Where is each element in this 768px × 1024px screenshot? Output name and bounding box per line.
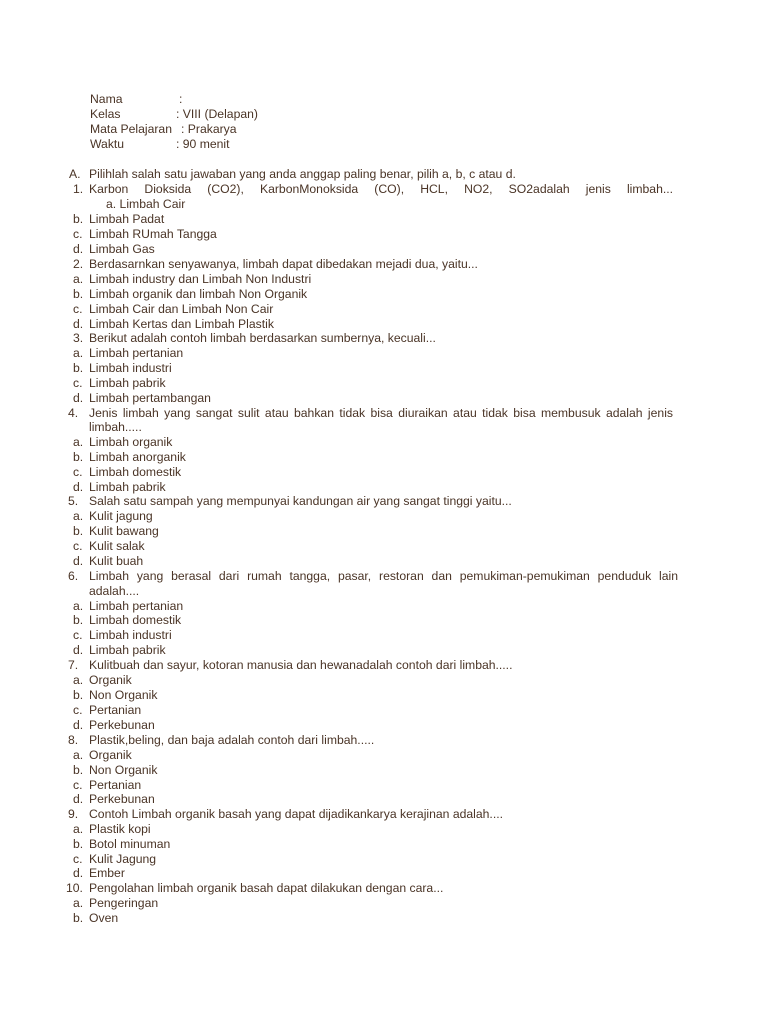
option-letter: c.: [73, 302, 83, 316]
option-letter: d.: [73, 866, 84, 880]
option-letter: d.: [73, 554, 84, 568]
option-text: Limbah domestik: [89, 613, 182, 627]
option-letter: b.: [73, 450, 84, 464]
option-text: Plastik kopi: [89, 822, 151, 836]
question-number: 3.: [73, 331, 84, 345]
option-letter: c.: [73, 703, 83, 717]
option-text: Limbah Cair dan Limbah Non Cair: [89, 302, 274, 316]
option-letter: d.: [73, 242, 84, 256]
option-letter: b.: [73, 688, 84, 702]
question-number: 2.: [73, 257, 84, 271]
question-number: 10.: [66, 881, 83, 895]
option-letter: a.: [73, 748, 84, 762]
option-letter: d.: [73, 792, 84, 806]
question-text: Berdasarnkan senyawanya, limbah dapat dibedakan mejadi dua, yaitu...: [89, 257, 478, 271]
option-letter: b.: [73, 837, 84, 851]
option-text: Limbah pertanian: [89, 599, 184, 613]
option-letter: d.: [73, 480, 84, 494]
option-letter: b.: [73, 524, 84, 538]
option-letter: b.: [73, 361, 84, 375]
option-letter: c.: [73, 376, 83, 390]
option-letter: d.: [73, 391, 84, 405]
option-letter: a.: [73, 346, 84, 360]
question-text: Salah satu sampah yang mempunyai kandungan air yang sangat tinggi yaitu...: [89, 494, 512, 508]
option-text: Limbah Padat: [89, 212, 165, 226]
option-text: Limbah pabrik: [89, 480, 166, 494]
question-text: Jenis limbah yang sangat sulit atau bahkan tidak bisa diuraikan atau tidak bisa membusuk adalah jenis: [89, 406, 673, 420]
option-text: Limbah organik: [89, 435, 173, 449]
option-letter: b.: [73, 613, 84, 627]
option-letter: b.: [73, 911, 84, 925]
option-letter: d.: [73, 643, 84, 657]
option-text: Limbah domestik: [89, 465, 182, 479]
section-instruction: Pilihlah salah satu jawaban yang anda anggap paling benar, pilih a, b, c atau d.: [89, 167, 516, 181]
option-text: Limbah anorganik: [89, 450, 186, 464]
question-text: Plastik,beling, dan baja adalah contoh dari limbah.....: [89, 733, 375, 747]
option-letter: d.: [73, 317, 84, 331]
option-letter: c.: [73, 852, 83, 866]
nama-label: Nama: [90, 92, 123, 106]
option-text: Kulit Jagung: [89, 852, 157, 866]
option-letter: b.: [73, 212, 84, 226]
option-text: Kulit bawang: [89, 524, 159, 538]
option-text: Kulit buah: [89, 554, 144, 568]
option-text: Perkebunan: [89, 718, 155, 732]
kelas-value: : VIII (Delapan): [176, 107, 258, 121]
question-text: Limbah yang berasal dari rumah tangga, pasar, restoran dan pemukiman-pemukiman penduduk lain: [89, 569, 678, 583]
option-letter: c.: [73, 465, 83, 479]
question-number: 8.: [68, 733, 79, 747]
option-text: Non Organik: [89, 763, 158, 777]
option-text: Non Organik: [89, 688, 158, 702]
option-text: Kulit jagung: [89, 509, 153, 523]
mapel-label: Mata Pelajaran: [90, 122, 172, 136]
option-text: Limbah Kertas dan Limbah Plastik: [89, 317, 274, 331]
question-number: 1.: [73, 182, 84, 196]
question-text: Contoh Limbah organik basah yang dapat dijadikankarya kerajinan adalah....: [89, 807, 503, 821]
waktu-value: : 90 menit: [176, 137, 230, 151]
option-letter: b.: [73, 287, 84, 301]
option-text: Kulit salak: [89, 539, 145, 553]
option-text: Oven: [89, 911, 119, 925]
option-text: Organik: [89, 748, 132, 762]
question-number: 4.: [68, 406, 79, 420]
option-text: Pertanian: [89, 778, 142, 792]
option-letter: a.: [73, 435, 84, 449]
option-letter: a.: [73, 599, 84, 613]
option-text: Limbah pabrik: [89, 643, 166, 657]
option-text: Limbah pertambangan: [89, 391, 211, 405]
question-number: 6.: [68, 569, 79, 583]
question-text-continued: adalah....: [89, 584, 140, 598]
option-text: Organik: [89, 673, 132, 687]
option-text: Limbah Gas: [89, 242, 155, 256]
option-text: Perkebunan: [89, 792, 155, 806]
option-text: Limbah RUmah Tangga: [89, 227, 217, 241]
option-letter: a.: [73, 509, 84, 523]
option-text: a. Limbah Cair: [106, 197, 186, 211]
question-text-continued: limbah.....: [89, 420, 142, 434]
option-text: Limbah pabrik: [89, 376, 166, 390]
waktu-label: Waktu: [90, 137, 125, 151]
mapel-value: : Prakarya: [181, 122, 237, 136]
option-text: Limbah organik dan limbah Non Organik: [89, 287, 308, 301]
option-text: Pertanian: [89, 703, 142, 717]
question-text: Pengolahan limbah organik basah dapat dilakukan dengan cara...: [89, 881, 444, 895]
question-text: Berikut adalah contoh limbah berdasarkan sumbernya, kecuali...: [89, 331, 436, 345]
section-marker: A.: [69, 167, 81, 181]
option-text: Limbah industry dan Limbah Non Industri: [89, 272, 312, 286]
option-letter: b.: [73, 763, 84, 777]
option-text: Botol minuman: [89, 837, 171, 851]
option-letter: a.: [73, 822, 84, 836]
question-number: 7.: [68, 658, 79, 672]
option-letter: c.: [73, 628, 83, 642]
option-text: Ember: [89, 866, 125, 880]
option-letter: a.: [73, 896, 84, 910]
question-number: 5.: [68, 494, 79, 508]
option-letter: d.: [73, 718, 84, 732]
nama-value: :: [179, 92, 183, 106]
kelas-label: Kelas: [90, 107, 121, 121]
option-letter: a.: [73, 272, 84, 286]
question-text: Karbon Dioksida (CO2), KarbonMonoksida (CO), HCL, NO2, SO2adalah jenis limbah...: [89, 182, 673, 196]
option-letter: c.: [73, 227, 83, 241]
option-text: Pengeringan: [89, 896, 159, 910]
option-text: Limbah industri: [89, 628, 172, 642]
option-letter: a.: [73, 673, 84, 687]
question-text: Kulitbuah dan sayur, kotoran manusia dan hewanadalah contoh dari limbah.....: [89, 658, 513, 672]
option-letter: c.: [73, 778, 83, 792]
option-text: Limbah industri: [89, 361, 172, 375]
option-letter: c.: [73, 539, 83, 553]
option-text: Limbah pertanian: [89, 346, 184, 360]
question-number: 9.: [68, 807, 79, 821]
